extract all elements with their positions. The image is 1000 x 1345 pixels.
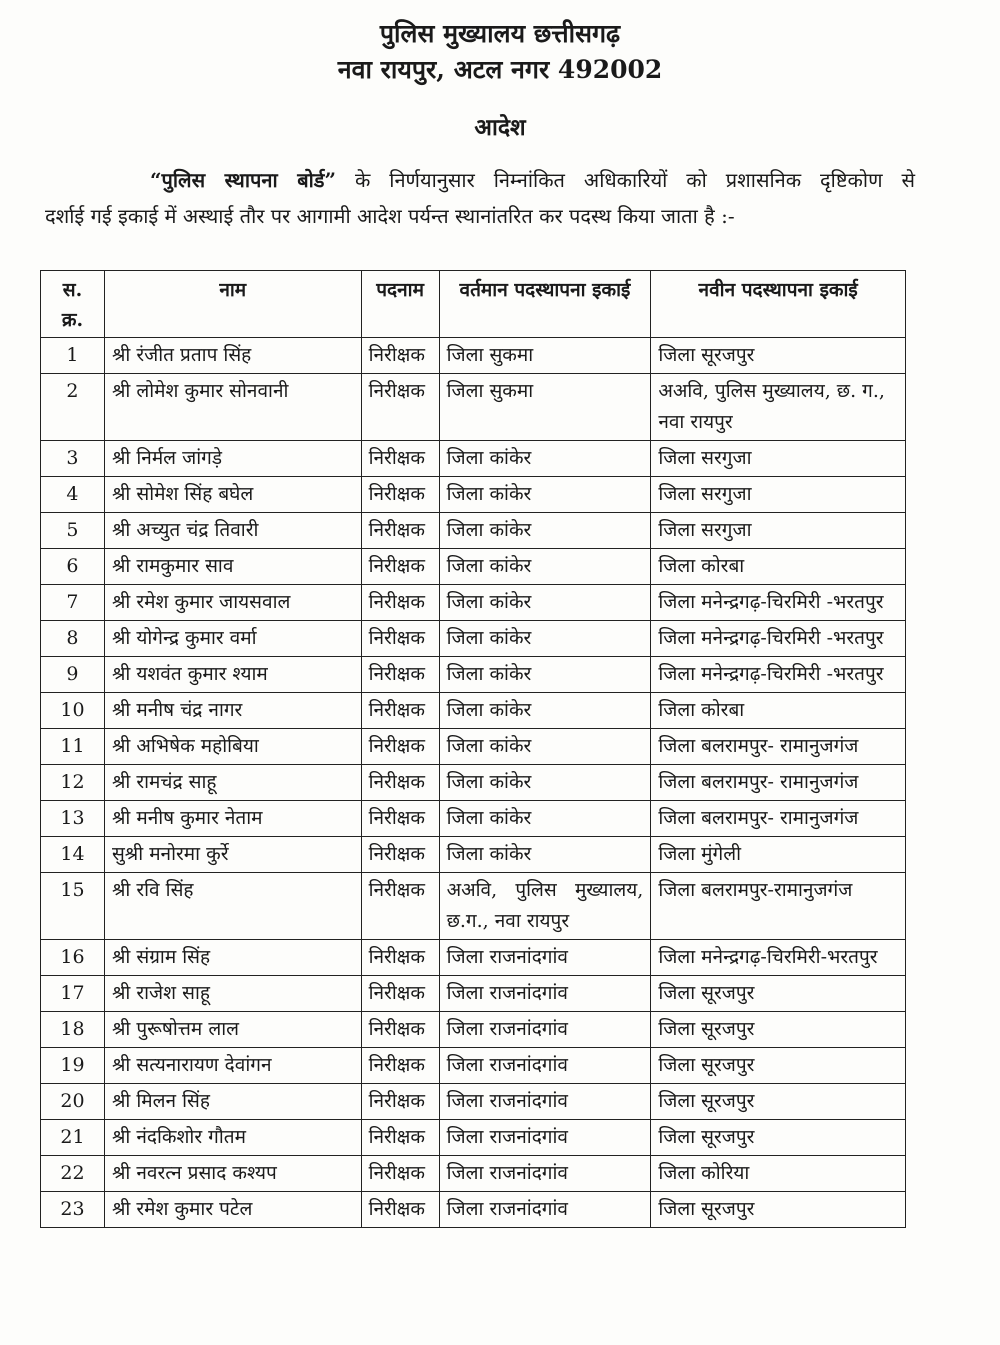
cell-new: जिला मनेन्द्रगढ़-चिरमिरी -भरतपुर	[651, 585, 906, 621]
cell-current: जिला कांकेर	[439, 729, 651, 765]
cell-current: जिला राजनांदगांव	[439, 1156, 651, 1192]
table-row	[41, 837, 906, 873]
office-name: पुलिस मुख्यालय छत्तीसगढ़	[379, 19, 621, 48]
cell-current: जिला कांकेर	[439, 513, 651, 549]
header-serial-2: क्र.	[61, 309, 84, 331]
cell-current: जिला राजनांदगांव	[439, 1192, 651, 1228]
cell-current: जिला कांकेर	[439, 765, 651, 801]
table-row	[41, 441, 906, 477]
cell-new: जिला कोरबा	[651, 549, 906, 585]
cell-sn: 10	[41, 693, 105, 729]
cell-sn: 3	[41, 441, 105, 477]
cell-new: जिला मुंगेली	[651, 837, 906, 873]
intro-paragraph	[45, 162, 915, 234]
cell-rank: निरीक्षक	[361, 693, 439, 729]
cell-new: जिला सरगुजा	[651, 441, 906, 477]
cell-name: श्री यशवंत कुमार श्याम	[104, 657, 361, 693]
cell-name: श्री रवि सिंह	[104, 873, 361, 940]
cell-rank: निरीक्षक	[361, 441, 439, 477]
table-row	[41, 1192, 906, 1228]
table-row	[41, 1012, 906, 1048]
cell-current: जिला कांकेर	[439, 477, 651, 513]
cell-current: अअवि, पुलिस मुख्यालय, छ.ग., नवा रायपुर	[439, 873, 651, 940]
cell-new: जिला सूरजपुर	[651, 338, 906, 374]
cell-current: जिला कांकेर	[439, 549, 651, 585]
cell-name: श्री पुरूषोत्तम लाल	[104, 1012, 361, 1048]
table-row	[41, 1120, 906, 1156]
cell-name: श्री योगेन्द्र कुमार वर्मा	[104, 621, 361, 657]
cell-sn: 19	[41, 1048, 105, 1084]
cell-new: जिला सरगुजा	[651, 513, 906, 549]
table-row	[41, 729, 906, 765]
cell-rank: निरीक्षक	[361, 477, 439, 513]
header-current-posting: वर्तमान पदस्थापना इकाई	[439, 271, 651, 338]
cell-sn: 11	[41, 729, 105, 765]
cell-name: श्री मनीष कुमार नेताम	[104, 801, 361, 837]
cell-current: जिला राजनांदगांव	[439, 1120, 651, 1156]
cell-current: जिला सुकमा	[439, 338, 651, 374]
table-row	[41, 585, 906, 621]
cell-name: श्री अभिषेक महोबिया	[104, 729, 361, 765]
cell-name: श्री राजेश साहू	[104, 976, 361, 1012]
cell-name: श्री रामचंद्र साहू	[104, 765, 361, 801]
cell-sn: 13	[41, 801, 105, 837]
cell-rank: निरीक्षक	[361, 765, 439, 801]
header-new-posting: नवीन पदस्थापना इकाई	[651, 271, 906, 338]
cell-sn: 7	[41, 585, 105, 621]
cell-current: जिला राजनांदगांव	[439, 1084, 651, 1120]
table-body	[41, 338, 906, 1228]
cell-new: अअवि, पुलिस मुख्यालय, छ. ग., नवा रायपुर	[651, 374, 906, 441]
cell-sn: 23	[41, 1192, 105, 1228]
cell-rank: निरीक्षक	[361, 1084, 439, 1120]
board-name: “पुलिस स्थापना बोर्ड”	[150, 168, 337, 192]
cell-sn: 6	[41, 549, 105, 585]
table-row	[41, 1156, 906, 1192]
cell-current: जिला राजनांदगांव	[439, 1048, 651, 1084]
cell-rank: निरीक्षक	[361, 976, 439, 1012]
table-row	[41, 621, 906, 657]
cell-sn: 18	[41, 1012, 105, 1048]
table-row	[41, 338, 906, 374]
cell-name: श्री अच्युत चंद्र तिवारी	[104, 513, 361, 549]
cell-name: श्री नंदकिशोर गौतम	[104, 1120, 361, 1156]
cell-new: जिला सूरजपुर	[651, 1048, 906, 1084]
cell-sn: 15	[41, 873, 105, 940]
cell-current: जिला कांकेर	[439, 837, 651, 873]
cell-sn: 8	[41, 621, 105, 657]
office-address: नवा रायपुर, अटल नगर 492002	[337, 55, 663, 84]
cell-new: जिला बलरामपुर- रामानुजगंज	[651, 765, 906, 801]
cell-sn: 22	[41, 1156, 105, 1192]
table-row	[41, 1048, 906, 1084]
cell-current: जिला कांकेर	[439, 621, 651, 657]
header-serial	[41, 271, 105, 338]
cell-sn: 20	[41, 1084, 105, 1120]
header-serial-1: स.	[62, 279, 83, 301]
cell-rank: निरीक्षक	[361, 801, 439, 837]
cell-name: श्री रमेश कुमार पटेल	[104, 1192, 361, 1228]
table-row	[41, 976, 906, 1012]
cell-sn: 2	[41, 374, 105, 441]
cell-rank: निरीक्षक	[361, 549, 439, 585]
cell-rank: निरीक्षक	[361, 513, 439, 549]
cell-sn: 1	[41, 338, 105, 374]
cell-name: श्री रंजीत प्रताप सिंह	[104, 338, 361, 374]
cell-sn: 4	[41, 477, 105, 513]
cell-new: जिला मनेन्द्रगढ़-चिरमिरी-भरतपुर	[651, 940, 906, 976]
cell-rank: निरीक्षक	[361, 1192, 439, 1228]
table-row	[41, 477, 906, 513]
cell-name: श्री लोमेश कुमार सोनवानी	[104, 374, 361, 441]
cell-sn: 14	[41, 837, 105, 873]
cell-rank: निरीक्षक	[361, 873, 439, 940]
cell-new: जिला सूरजपुर	[651, 1084, 906, 1120]
header-name: नाम	[104, 271, 361, 338]
intro-text-1: के निर्णयानुसार निम्नांकित अधिकारियों को प्रशासनिक दृष्टिकोण से	[354, 168, 915, 192]
cell-current: जिला कांकेर	[439, 693, 651, 729]
cell-rank: निरीक्षक	[361, 729, 439, 765]
cell-name: श्री संग्राम सिंह	[104, 940, 361, 976]
cell-name: श्री सोमेश सिंह बघेल	[104, 477, 361, 513]
cell-new: जिला मनेन्द्रगढ़-चिरमिरी -भरतपुर	[651, 621, 906, 657]
cell-name: श्री निर्मल जांगड़े	[104, 441, 361, 477]
cell-rank: निरीक्षक	[361, 1048, 439, 1084]
cell-sn: 5	[41, 513, 105, 549]
cell-name: श्री मिलन सिंह	[104, 1084, 361, 1120]
table-row	[41, 657, 906, 693]
transfer-table	[40, 270, 906, 1228]
intro-line-2: दर्शाई गई इकाई में अस्थाई तौर पर आगामी आदेश पर्यन्त स्थानांतरित कर पदस्थ किया जाता है :-	[45, 204, 735, 228]
cell-rank: निरीक्षक	[361, 837, 439, 873]
cell-rank: निरीक्षक	[361, 374, 439, 441]
cell-current: जिला राजनांदगांव	[439, 940, 651, 976]
cell-sn: 16	[41, 940, 105, 976]
table-row	[41, 549, 906, 585]
cell-sn: 17	[41, 976, 105, 1012]
cell-name: श्री रामकुमार साव	[104, 549, 361, 585]
cell-current: जिला कांकेर	[439, 585, 651, 621]
cell-new: जिला सूरजपुर	[651, 1192, 906, 1228]
cell-new: जिला सूरजपुर	[651, 976, 906, 1012]
cell-new: जिला कोरिया	[651, 1156, 906, 1192]
table-row	[41, 873, 906, 940]
cell-name: श्री रमेश कुमार जायसवाल	[104, 585, 361, 621]
cell-current: जिला कांकेर	[439, 801, 651, 837]
cell-current: जिला कांकेर	[439, 441, 651, 477]
table-row	[41, 374, 906, 441]
cell-sn: 21	[41, 1120, 105, 1156]
cell-new: जिला बलरामपुर- रामानुजगंज	[651, 801, 906, 837]
cell-rank: निरीक्षक	[361, 1156, 439, 1192]
table-row	[41, 513, 906, 549]
table-header-row	[41, 271, 906, 338]
cell-rank: निरीक्षक	[361, 585, 439, 621]
cell-name: श्री नवरत्न प्रसाद कश्यप	[104, 1156, 361, 1192]
cell-name: श्री मनीष चंद्र नागर	[104, 693, 361, 729]
header-rank: पदनाम	[361, 271, 439, 338]
cell-new: जिला सरगुजा	[651, 477, 906, 513]
cell-rank: निरीक्षक	[361, 1120, 439, 1156]
cell-rank: निरीक्षक	[361, 1012, 439, 1048]
cell-current: जिला राजनांदगांव	[439, 1012, 651, 1048]
cell-new: जिला बलरामपुर- रामानुजगंज	[651, 729, 906, 765]
order-title: आदेश	[474, 114, 526, 141]
cell-new: जिला सूरजपुर	[651, 1012, 906, 1048]
cell-sn: 12	[41, 765, 105, 801]
cell-new: जिला कोरबा	[651, 693, 906, 729]
table-row	[41, 1084, 906, 1120]
cell-current: जिला कांकेर	[439, 657, 651, 693]
cell-name: सुश्री मनोरमा कुर्रे	[104, 837, 361, 873]
cell-rank: निरीक्षक	[361, 621, 439, 657]
cell-name: श्री सत्यनारायण देवांगन	[104, 1048, 361, 1084]
cell-rank: निरीक्षक	[361, 940, 439, 976]
table-row	[41, 940, 906, 976]
table-row	[41, 693, 906, 729]
cell-current: जिला राजनांदगांव	[439, 976, 651, 1012]
cell-current: जिला सुकमा	[439, 374, 651, 441]
cell-rank: निरीक्षक	[361, 657, 439, 693]
cell-new: जिला सूरजपुर	[651, 1120, 906, 1156]
cell-sn: 9	[41, 657, 105, 693]
cell-rank: निरीक्षक	[361, 338, 439, 374]
table-row	[41, 765, 906, 801]
intro-line-1	[45, 162, 915, 198]
cell-new: जिला बलरामपुर-रामानुजगंज	[651, 873, 906, 940]
table-row	[41, 801, 906, 837]
cell-new: जिला मनेन्द्रगढ़-चिरमिरी -भरतपुर	[651, 657, 906, 693]
